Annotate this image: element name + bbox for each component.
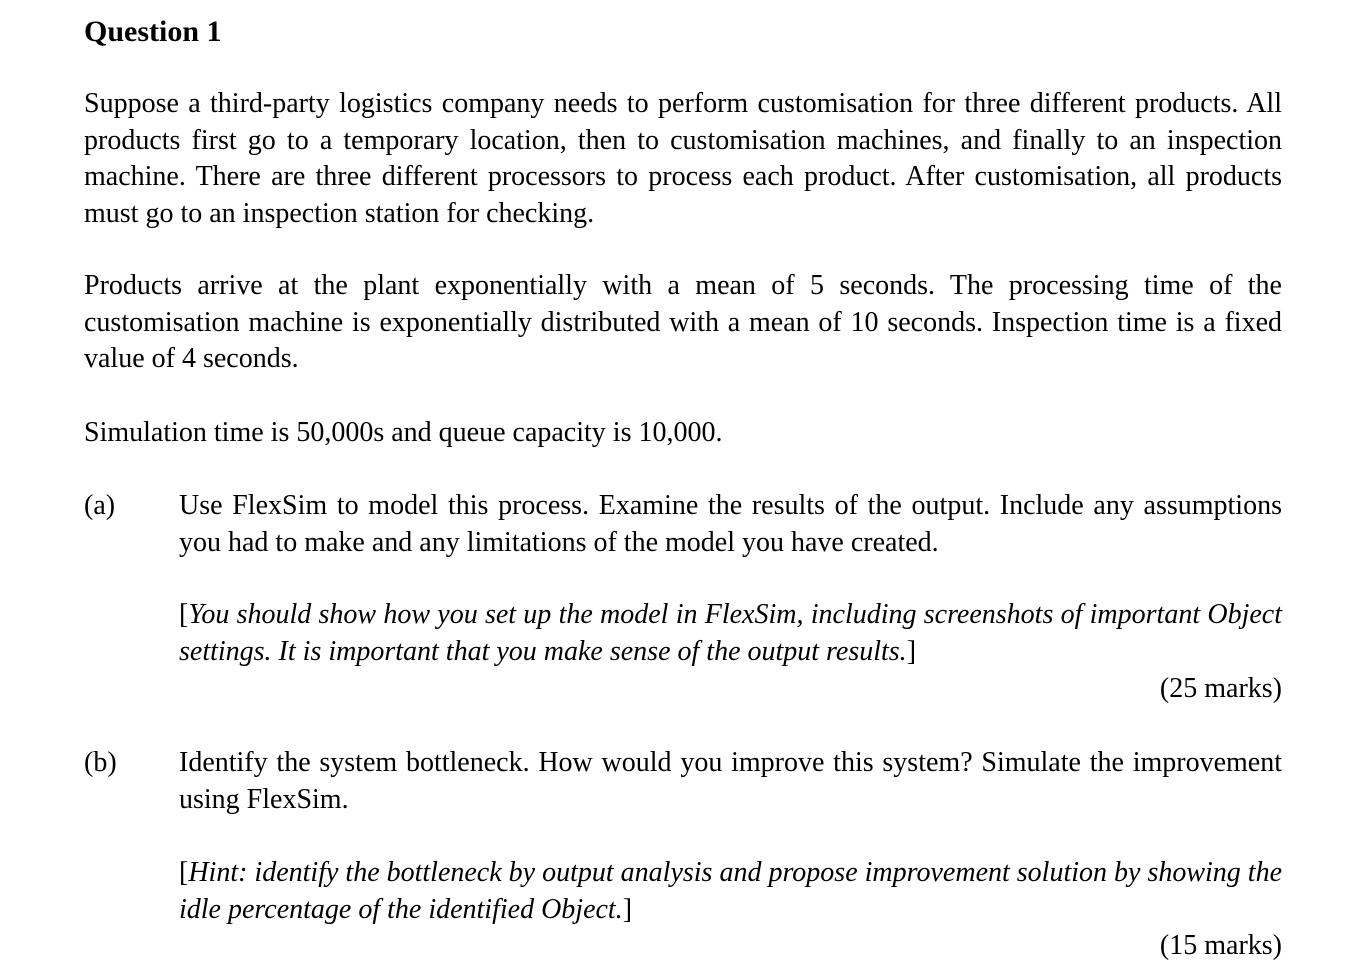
part-b-note-text: Hint: identify the bottleneck by output analysis and propose improvement solution by showing the idle percentage of the identified Object. (179, 857, 1282, 925)
part-a-note-text: You should show how you set up the model in FlexSim, including screenshots of important Object settings. It is important that you make sense of the output results. (179, 599, 1282, 667)
part-a-note-open: [ (179, 599, 189, 630)
part-a-text: Use FlexSim to model this process. Examine the results of the output. Include any assumptions you had to make and any limitations of the model you have created. (179, 490, 1282, 558)
part-a-marks: (25 marks) (1159, 673, 1282, 704)
part-b-note-open: [ (179, 857, 189, 888)
arrivals-paragraph: Products arrive at the plant exponentially with a mean of 5 seconds. The processing time of the customisation machine is exponentially distributed with a mean of 10 seconds. Inspection time is a fixed value of 4 seconds. (84, 270, 1282, 375)
part-a-note (179, 597, 1282, 670)
part-b-marks: (15 marks) (1159, 930, 1282, 961)
part-a-note-close: ] (906, 635, 917, 667)
simulation-paragraph: Simulation time is 50,000s and queue capacity is 10,000. (84, 417, 723, 448)
part-b-note-close: ] (622, 893, 633, 925)
question-heading: Question 1 (84, 15, 222, 48)
part-b-label: (b) (84, 747, 117, 778)
part-b-note (179, 855, 1282, 928)
part-a-label: (a) (84, 490, 116, 521)
part-b-text: Identify the system bottleneck. How would you improve this system? Simulate the improvement using FlexSim. (179, 747, 1282, 815)
intro-paragraph: Suppose a third-party logistics company needs to perform customisation for three different products. All products first go to a temporary location, then to customisation machines, and finally to an inspection machine. There are three different processors to process each product. After customisation, all products must go to an inspection station for checking. (84, 88, 1282, 230)
